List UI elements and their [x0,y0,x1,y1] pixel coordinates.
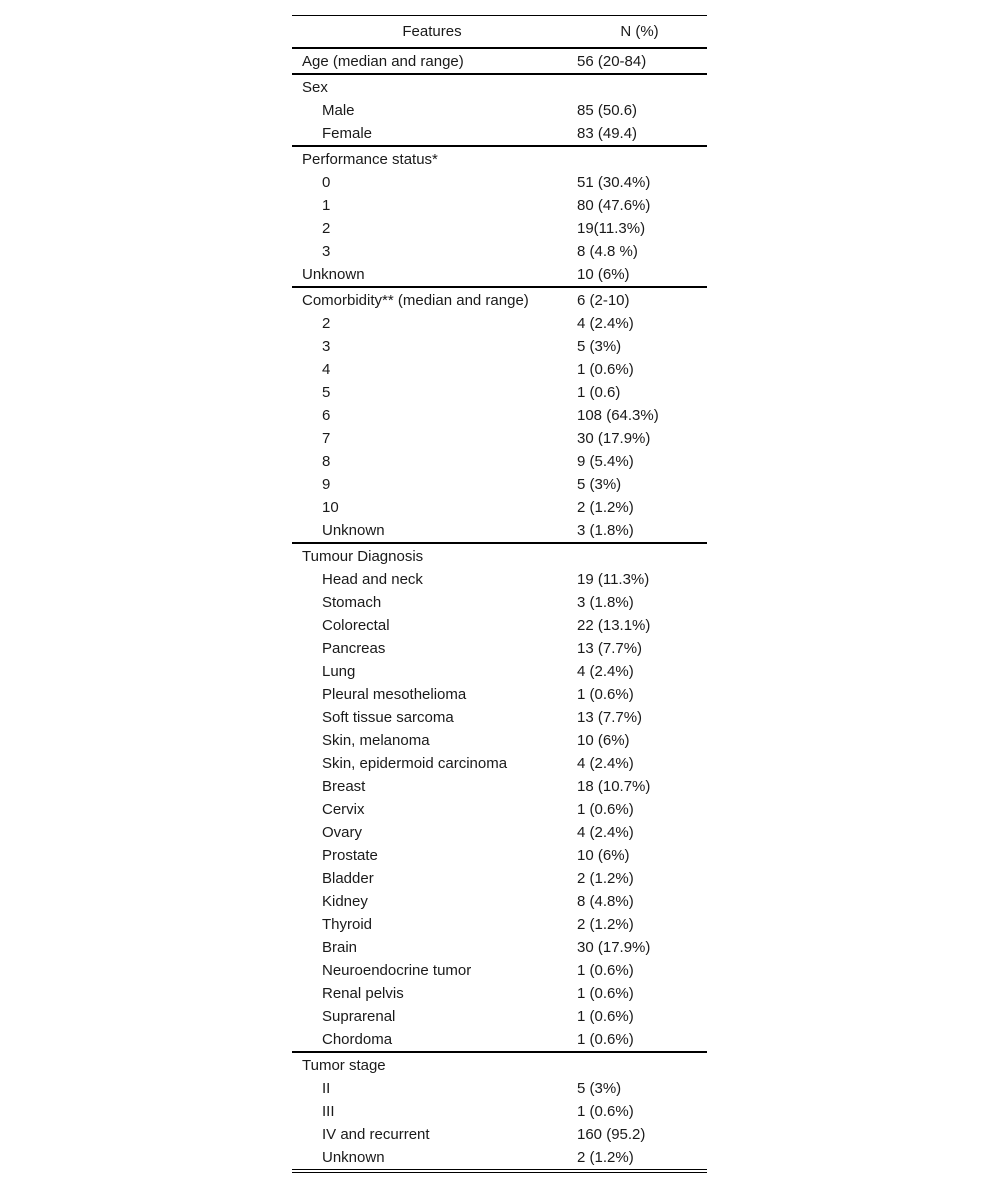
table-row [292,381,707,404]
table-section [292,75,707,147]
feature-value: 2 (1.2%) [577,499,634,516]
feature-label: III [322,1103,335,1120]
feature-label: Prostate [322,847,378,864]
feature-value: 1 (0.6%) [577,1008,634,1025]
table-row [292,358,707,381]
feature-label: 2 [322,315,331,332]
feature-label: Sex [302,79,328,96]
table-row [292,683,707,706]
feature-value: 4 (2.4%) [577,315,634,332]
feature-label: Chordoma [322,1031,393,1048]
feature-label: Tumor stage [302,1057,386,1074]
table-row [292,798,707,821]
feature-label: Breast [322,778,366,795]
table-row [292,890,707,913]
feature-value: 1 (0.6%) [577,686,634,703]
n-percent-column-header: N (%) [620,23,659,40]
table-row [292,194,707,217]
feature-value: 9 (5.4%) [577,453,634,470]
feature-value: 13 (7.7%) [577,640,643,657]
feature-label: Suprarenal [322,1008,396,1025]
feature-value: 4 (2.4%) [577,663,634,680]
feature-value: 4 (2.4%) [577,755,634,772]
feature-value: 51 (30.4%) [577,174,651,191]
feature-value: 3 (1.8%) [577,594,634,611]
table-row [292,519,707,542]
feature-value: 1 (0.6%) [577,361,634,378]
table-row [292,775,707,798]
feature-value: 80 (47.6%) [577,197,651,214]
feature-value: 4 (2.4%) [577,824,634,841]
feature-value: 56 (20-84) [577,53,647,70]
table-row [292,404,707,427]
feature-label: Colorectal [322,617,390,634]
table-row [292,729,707,752]
feature-label: 1 [322,197,331,214]
feature-value: 1 (0.6%) [577,801,634,818]
feature-label: Head and neck [322,571,423,588]
feature-label: Age (median and range) [302,53,464,70]
table-row [292,1028,707,1051]
feature-label: Stomach [322,594,382,611]
feature-label: Tumour Diagnosis [302,548,424,565]
feature-value: 1 (0.6%) [577,1031,634,1048]
feature-value: 1 (0.6%) [577,985,634,1002]
table-row [292,122,707,145]
table-row [292,1077,707,1100]
table-row [292,99,707,122]
table-section [292,288,707,544]
table-section [292,49,707,75]
feature-value: 10 (6%) [577,847,630,864]
table-row [292,936,707,959]
table-row [292,171,707,194]
table-row [292,913,707,936]
table-row [292,706,707,729]
table-row [292,473,707,496]
feature-value: 1 (0.6%) [577,962,634,979]
table-row [292,335,707,358]
table-row [292,867,707,890]
feature-value: 2 (1.2%) [577,870,634,887]
feature-label: 3 [322,338,331,355]
feature-label: 8 [322,453,331,470]
table-row [292,568,707,591]
feature-label: Cervix [322,801,365,818]
feature-label: 6 [322,407,331,424]
feature-label: Bladder [322,870,374,887]
table-row [292,50,707,73]
table-row [292,148,707,171]
feature-value: 5 (3%) [577,1080,622,1097]
table-section [292,544,707,1053]
feature-label: IV and recurrent [322,1126,430,1143]
feature-value: 108 (64.3%) [577,407,659,424]
feature-value: 5 (3%) [577,338,622,355]
table-row [292,660,707,683]
feature-label: 4 [322,361,331,378]
feature-value: 1 (0.6%) [577,1103,634,1120]
table-row [292,1100,707,1123]
feature-value: 19 (11.3%) [577,571,650,588]
feature-label: Skin, melanoma [322,732,430,749]
table-row [292,496,707,519]
table-row [292,1054,707,1077]
table-row [292,614,707,637]
feature-value: 85 (50.6) [577,102,638,119]
feature-value: 6 (2-10) [577,292,630,309]
feature-value: 160 (95.2) [577,1126,646,1143]
feature-label: Renal pelvis [322,985,404,1002]
feature-label: 2 [322,220,331,237]
table-row [292,545,707,568]
feature-label: 9 [322,476,331,493]
feature-label: 5 [322,384,331,401]
feature-value: 2 (1.2%) [577,916,634,933]
feature-label: Unknown [322,522,385,539]
table-row [292,263,707,286]
table-section [292,1053,707,1173]
table-row [292,844,707,867]
feature-label: Unknown [322,1149,385,1166]
feature-label: Skin, epidermoid carcinoma [322,755,508,772]
table-header [292,15,707,49]
table-row [292,217,707,240]
feature-value: 2 (1.2%) [577,1149,634,1166]
table-row [292,312,707,335]
table-row [292,982,707,1005]
feature-label: Pleural mesothelioma [322,686,467,703]
table-row [292,289,707,312]
table-row [292,821,707,844]
feature-label: Female [322,125,373,142]
table-section [292,147,707,288]
feature-value: 13 (7.7%) [577,709,643,726]
feature-label: Brain [322,939,358,956]
feature-value: 1 (0.6) [577,384,621,401]
feature-label: Performance status* [302,151,438,168]
feature-label: Thyroid [322,916,373,933]
table-row [292,76,707,99]
feature-label: Male [322,102,355,119]
feature-label: 7 [322,430,331,447]
feature-value: 83 (49.4) [577,125,638,142]
table-row [292,1146,707,1169]
feature-value: 5 (3%) [577,476,622,493]
feature-value: 30 (17.9%) [577,939,651,956]
table-row [292,427,707,450]
feature-label: Lung [322,663,356,680]
patient-features-table [292,15,707,1173]
feature-value: 19(11.3%) [577,220,646,237]
table-row [292,637,707,660]
feature-value: 10 (6%) [577,732,630,749]
feature-label: 3 [322,243,331,260]
table-row [292,752,707,775]
feature-value: 30 (17.9%) [577,430,651,447]
feature-label: Unknown [302,266,365,283]
features-column-header: Features [402,23,462,40]
feature-value: 8 (4.8%) [577,893,634,910]
feature-label: 10 [322,499,339,516]
feature-label: Neuroendocrine tumor [322,962,472,979]
feature-label: Pancreas [322,640,386,657]
feature-label: 0 [322,174,331,191]
table-row [292,1005,707,1028]
feature-value: 22 (13.1%) [577,617,651,634]
feature-label: II [322,1080,331,1097]
table-row [292,450,707,473]
feature-label: Comorbidity** (median and range) [302,292,529,309]
feature-value: 18 (10.7%) [577,778,651,795]
feature-label: Soft tissue sarcoma [322,709,454,726]
feature-label: Ovary [322,824,363,841]
table-row [292,591,707,614]
table-body [292,49,707,1173]
feature-value: 3 (1.8%) [577,522,634,539]
feature-value: 10 (6%) [577,266,630,283]
table-row [292,1123,707,1146]
table-row [292,240,707,263]
table-row [292,959,707,982]
feature-value: 8 (4.8 %) [577,243,638,260]
feature-label: Kidney [322,893,368,910]
